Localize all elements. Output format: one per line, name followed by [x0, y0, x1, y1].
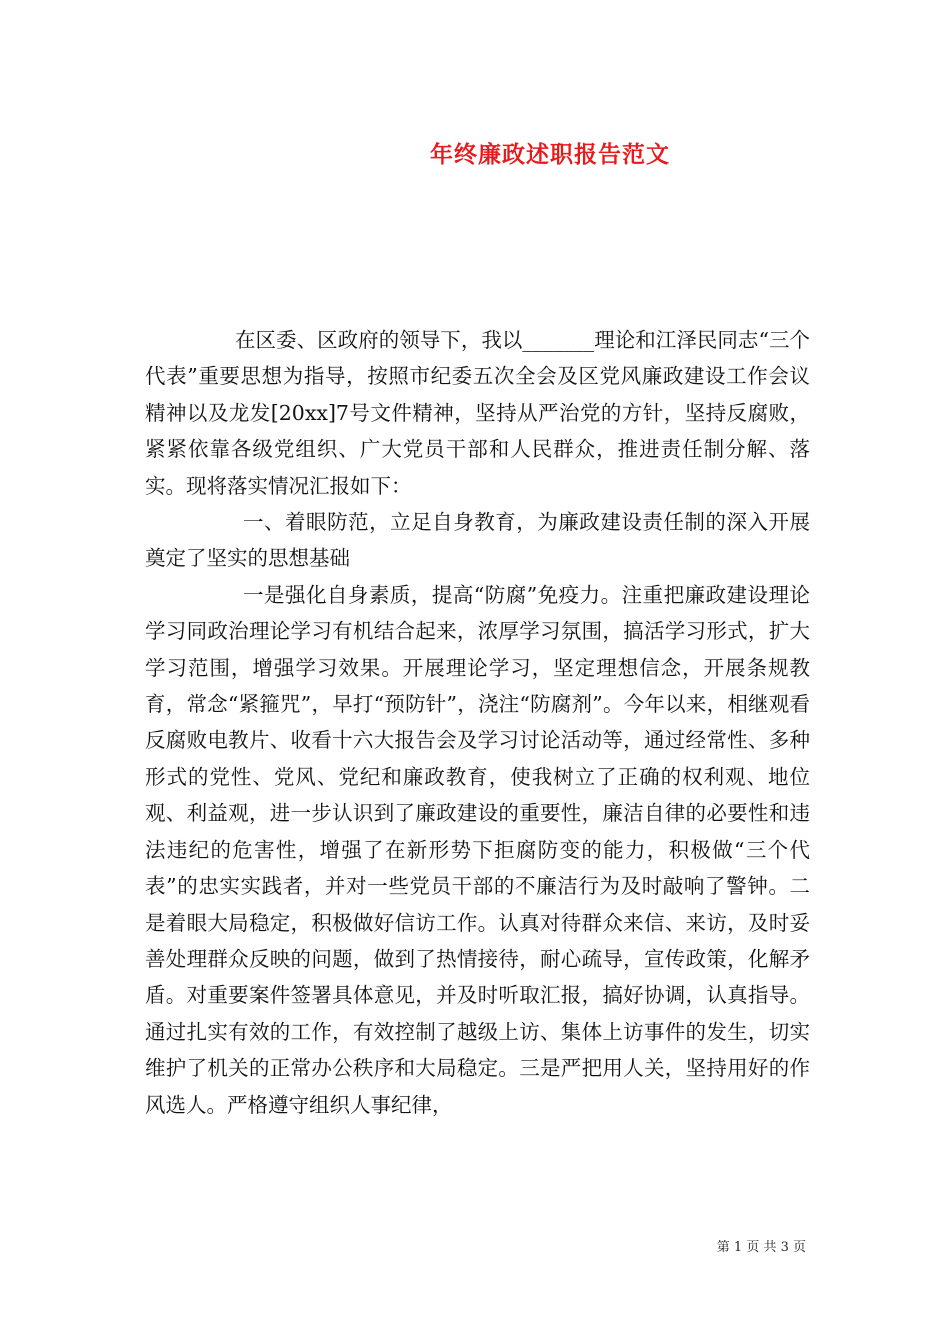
page-number: 第 1 页 共 3 页 — [716, 1240, 806, 1255]
section-heading: 一、着眼防范，立足自身教育，为廉政建设责任制的深入开展奠定了坚实的思想基础 — [145, 510, 810, 571]
document-body — [145, 322, 810, 1123]
paragraph-main: 一是强化自身素质，提高“防腐”免疫力。注重把廉政建设理论学习同政治理论学习有机结合起来，浓厚学习氛围，搞活学习形式，扩大学习范围，增强学习效果。开展理论学习，坚定理想信念，开展条规教育，常念“紧箍咒”，早打“预防针”，浇注“防腐剂”。今年以来，相继观看反腐败电教片、收看十六大报告会及学习讨论活动等，通过经常性、多种形式的党性、党风、党纪和廉政教育，使我树立了正确的权利观、地位观、利益观，进一步认识到了廉政建设的重要性，廉洁自律的必要性和违法违纪的危害性，增强了在新形势下拒腐防变的能力，积极做“三个代表”的忠实实践者，并对一些党员干部的不廉洁行为及时敲响了警钟。二是着眼大局稳定，积极做好信访工作。认真对待群众来信、来访，及时妥善处理群众反映的问题，做到了热情接待，耐心疏导，宣传政策，化解矛盾。对重要案件签署具体意见，并及时听取汇报，搞好协调，认真指导。通过扎实有效的工作，有效控制了越级上访、集体上访事件的发生，切实维护了机关的正常办公秩序和大局稳定。三是严把用人关，坚持用好的作风选人。严格遵守组织人事纪律， — [145, 582, 810, 1117]
paragraph-intro: 在区委、区政府的领导下，我以_______理论和江泽民同志“三个代表”重要思想为指导，按照市纪委五次全会及区党风廉政建设工作会议精神以及龙发[20xx]7号文件精神，坚持从严治党的方针，坚持反腐败，紧紧依靠各级党组织、广大党员干部和人民群众，推进责任制分解、落实。现将落实情况汇报如下： — [145, 328, 810, 498]
document-title: 年终廉政述职报告范文 — [430, 141, 670, 168]
